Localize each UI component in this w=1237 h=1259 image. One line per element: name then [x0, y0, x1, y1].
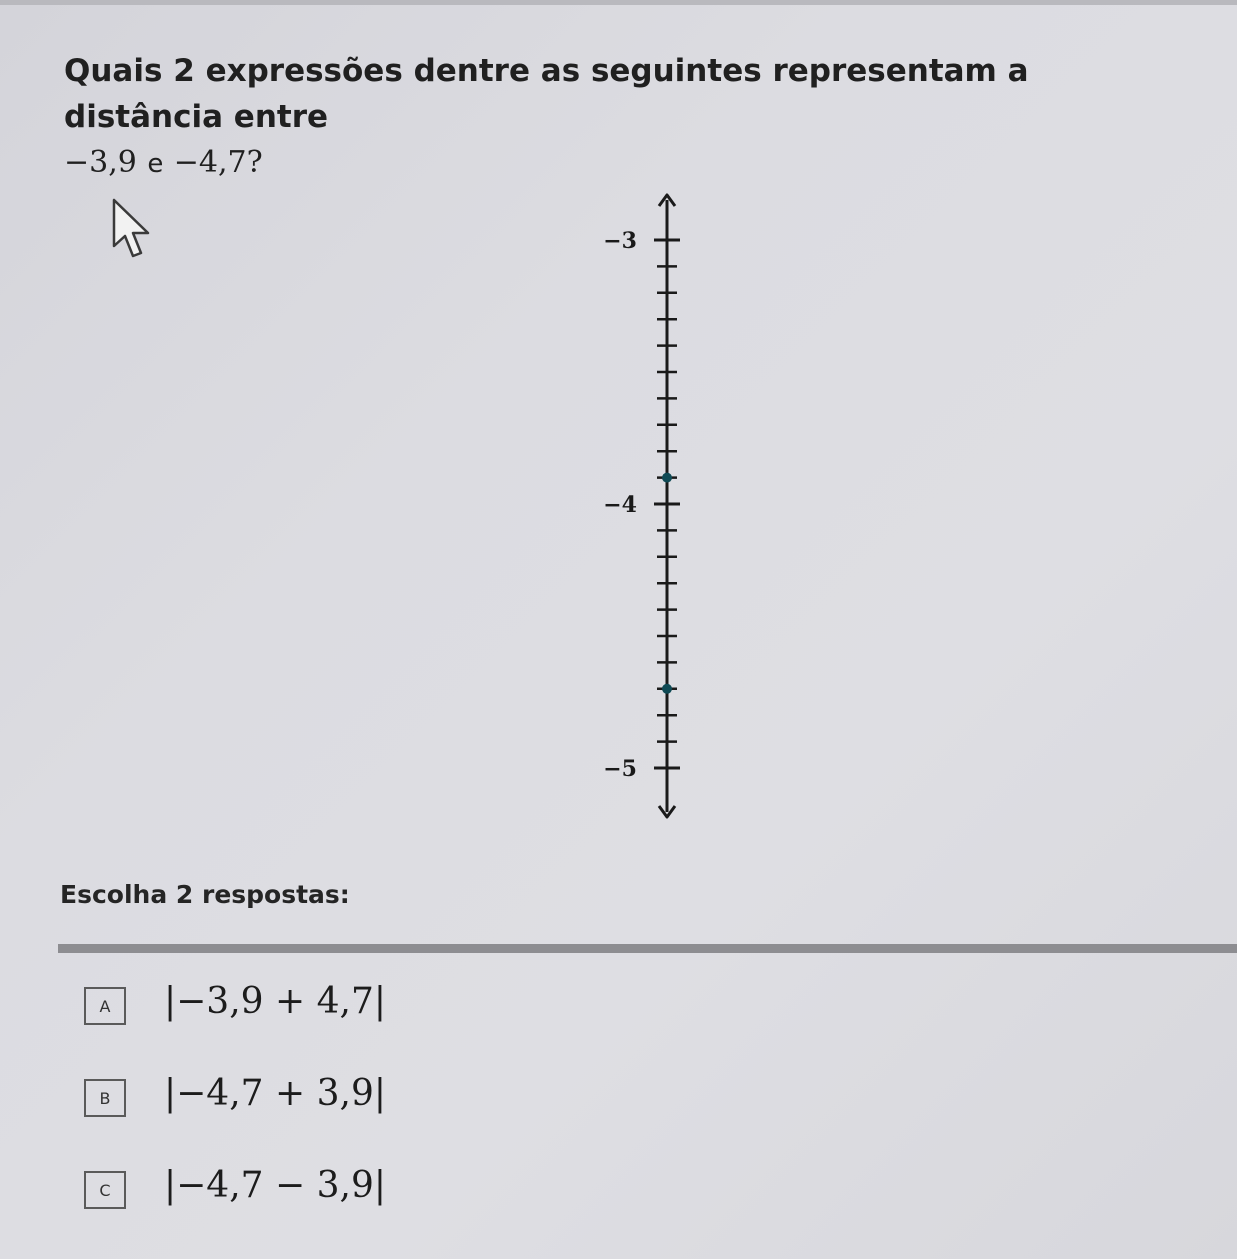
plotted-point	[662, 473, 672, 483]
choice-a[interactable]	[84, 981, 584, 1029]
value-b: −4,7	[173, 145, 247, 180]
plotted-point	[662, 684, 672, 694]
choice-a-expression: |−3,9 + 4,7|	[164, 981, 386, 1022]
choice-a-checkbox[interactable]: A	[84, 987, 126, 1025]
value-a: −3,9	[64, 145, 137, 180]
answer-prompt: Escolha 2 respostas:	[60, 880, 350, 909]
tick-label: −3	[603, 228, 637, 254]
question-mark: ?	[246, 145, 263, 180]
divider	[58, 944, 1237, 953]
choice-c-expression: |−4,7 − 3,9|	[164, 1165, 386, 1206]
choice-b-expression: |−4,7 + 3,9|	[164, 1073, 386, 1114]
choice-c[interactable]	[84, 1165, 584, 1213]
choice-c-checkbox[interactable]: C	[84, 1171, 126, 1209]
tick-label: −5	[603, 756, 637, 782]
choice-b-checkbox[interactable]: B	[84, 1079, 126, 1117]
question-line-1: Quais 2 expressões dentre as seguintes representam a distância entre	[64, 53, 1029, 135]
choice-b[interactable]	[84, 1073, 584, 1121]
conjunction: e	[147, 149, 164, 179]
tick-label: −4	[603, 492, 637, 518]
